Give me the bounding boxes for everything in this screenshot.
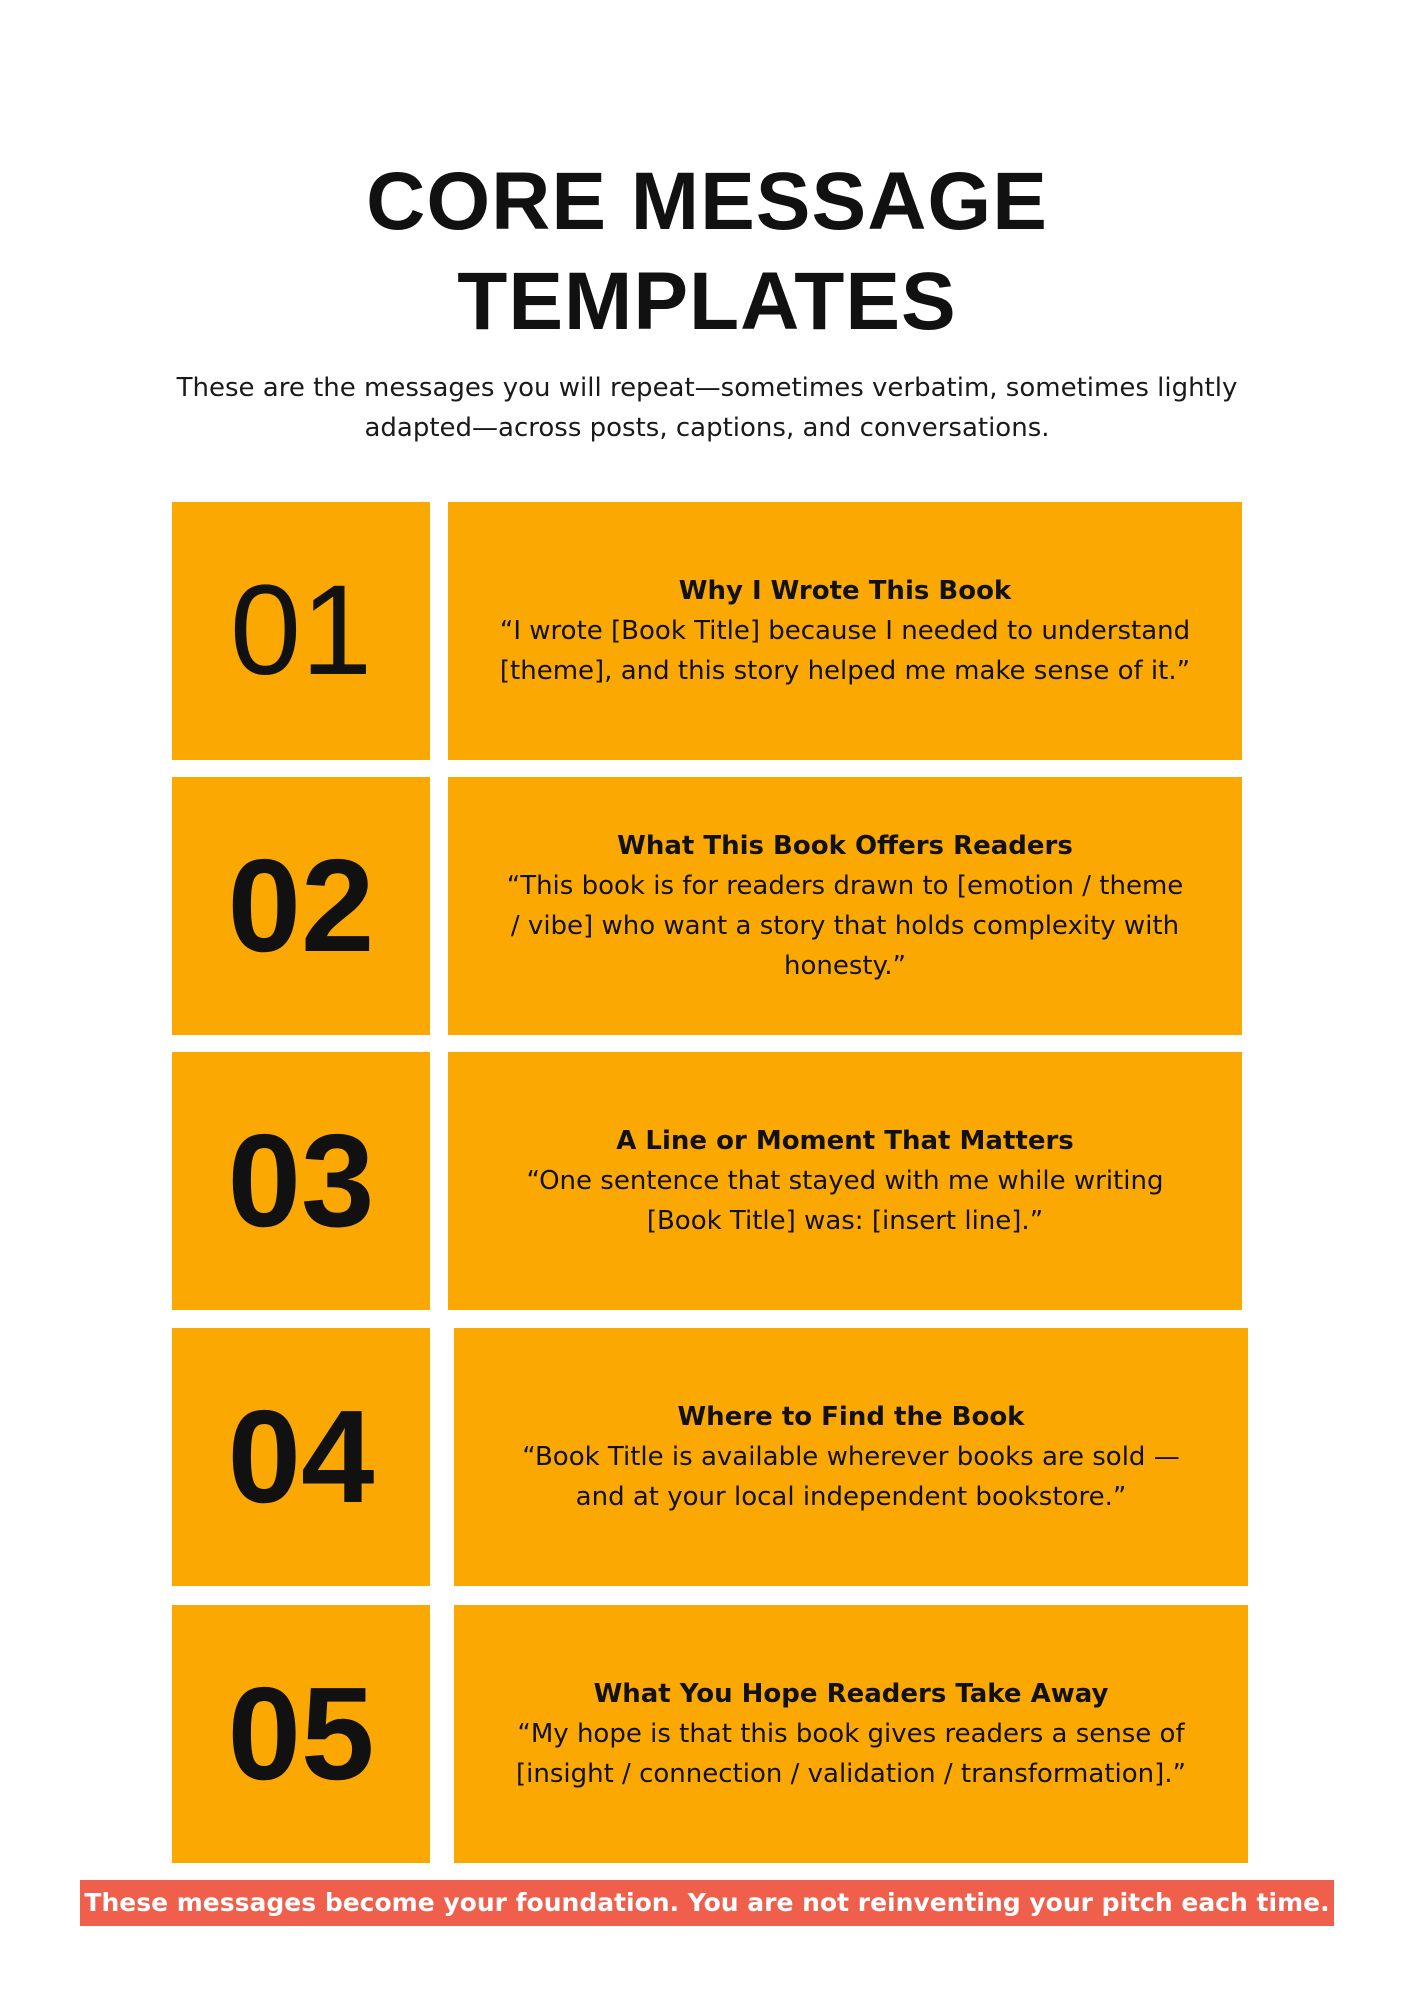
item-number-box-05: [172, 1605, 430, 1863]
item-quote-line: “One sentence that stayed with me while writing: [526, 1166, 1164, 1196]
item-quote-line: [theme], and this story helped me make sense of it.”: [499, 656, 1191, 686]
item-number: 05: [227, 1660, 375, 1807]
item-quote-line: “Book Title is available wherever books are sold —: [522, 1442, 1180, 1472]
item-heading: Where to Find the Book: [677, 1402, 1025, 1432]
page-title: [0, 152, 1414, 352]
item-card-04: [454, 1328, 1248, 1586]
item-number: 03: [227, 1107, 375, 1254]
page-subtitle-line-1: These are the messages you will repeat—sometimes verbatim, sometimes lightly: [176, 373, 1238, 403]
item-heading: What You Hope Readers Take Away: [593, 1679, 1109, 1709]
item-number: 02: [227, 832, 375, 979]
item-card-05: [454, 1605, 1248, 1863]
item-card-01: [448, 502, 1242, 760]
footer-banner: These messages become your foundation. You are not reinventing your pitch each time.: [80, 1880, 1334, 1926]
page-subtitle-line-2: adapted—across posts, captions, and conversations.: [364, 413, 1050, 443]
page-title-line-1: CORE MESSAGE: [366, 156, 1048, 247]
item-number: 01: [229, 559, 373, 702]
item-quote-line: [insight / connection / validation / transformation].”: [516, 1759, 1186, 1789]
item-quote-line: honesty.”: [783, 951, 906, 981]
item-quote-line: [Book Title] was: [insert line].”: [646, 1206, 1044, 1236]
item-heading: Why I Wrote This Book: [678, 576, 1012, 606]
item-quote-line: “My hope is that this book gives readers a sense of: [517, 1719, 1185, 1749]
item-quote-line: “I wrote [Book Title] because I needed to understand: [499, 616, 1191, 646]
item-number-box-02: [172, 777, 430, 1035]
item-number-box-04: [172, 1328, 430, 1586]
item-quote-line: and at your local independent bookstore.”: [575, 1482, 1127, 1512]
page-subtitle: [120, 368, 1294, 448]
item-heading: What This Book Offers Readers: [617, 831, 1073, 861]
item-number-box-01: [172, 502, 430, 760]
page-title-line-2: TEMPLATES: [457, 256, 957, 347]
item-number: 04: [227, 1383, 375, 1530]
item-number-box-03: [172, 1052, 430, 1310]
item-quote-line: / vibe] who want a story that holds complexity with: [510, 911, 1180, 941]
item-heading: A Line or Moment That Matters: [616, 1126, 1074, 1156]
item-card-03: [448, 1052, 1242, 1310]
item-card-02: [448, 777, 1242, 1035]
item-quote-line: “This book is for readers drawn to [emotion / theme: [506, 871, 1184, 901]
